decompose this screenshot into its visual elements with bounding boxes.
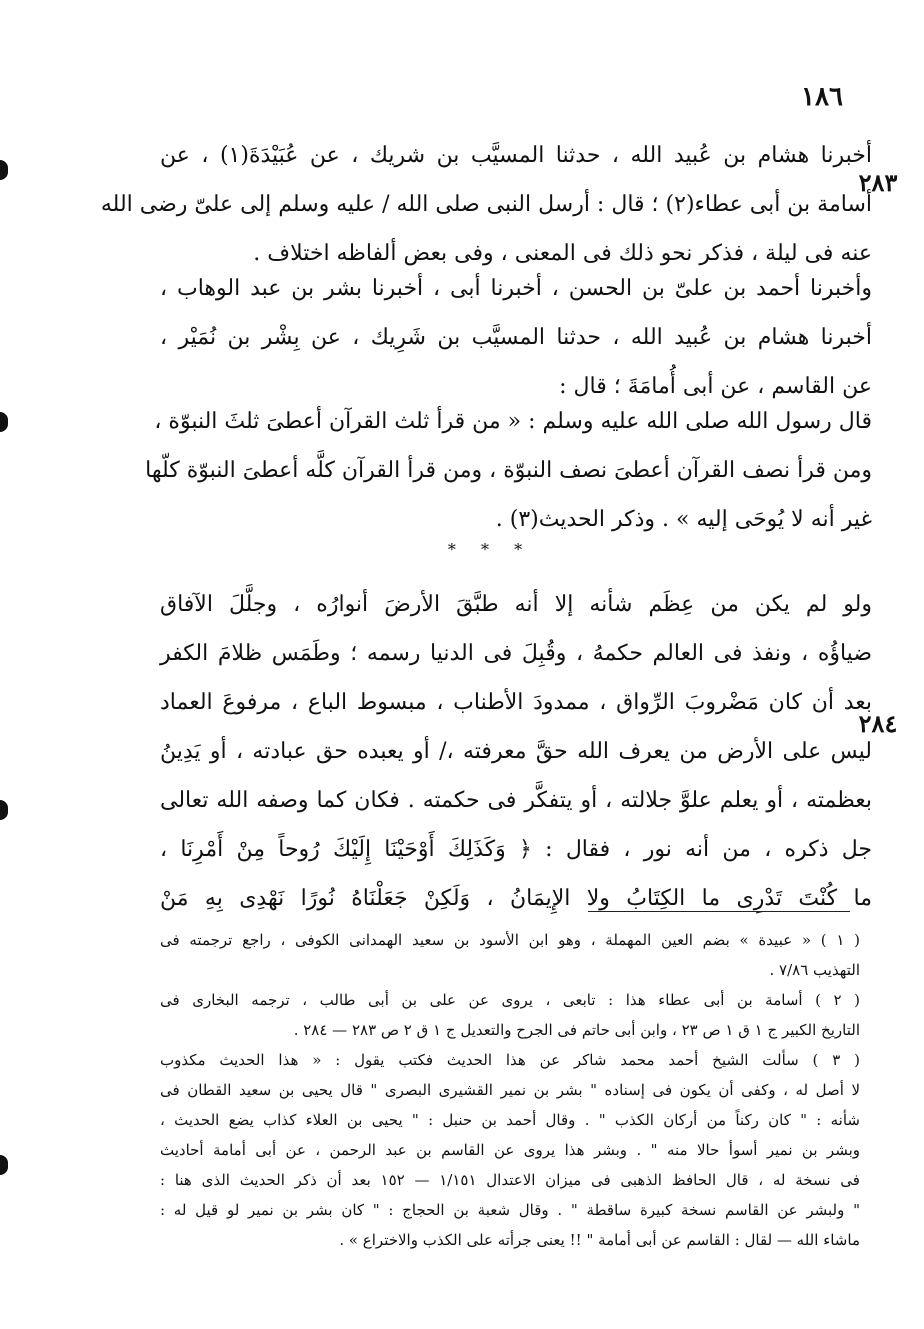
footnote-line: ماشاء الله — لقال : القاسم عن أبى أمامة " !! يعنى جرأته على الكذب والاختراع » .	[339, 1231, 860, 1249]
paragraph-2	[160, 264, 872, 411]
binding-mark	[0, 800, 8, 820]
text-line: ليس على الأرض من يعرف الله حقَّ معرفته ،/ أو يعبده حق عبادته ، أو يَدِينُ	[160, 739, 872, 764]
hadith-number: ٢٨٣	[858, 168, 898, 197]
binding-mark	[0, 160, 8, 180]
text-line: ضياؤُه ، ونفذ فى العالم حكمهُ ، وقُبِلَ فى الدنيا رسمه ؛ وطَمَس ظلامَ الكفر	[160, 641, 872, 666]
footnote-line: ( ١ ) « عبيدة » بضم العين المهملة ، وهو ابن الأسود بن سعيد الهمدانى الكوفى ، راجع ترجمته فى	[160, 931, 860, 949]
footnote-3	[160, 1045, 860, 1255]
binding-mark	[0, 412, 8, 432]
footnote-line: وبشر بن نمير أسوأ حالا منه " . وبشر هذا يروى عن القاسم بن عبد الرحمن ، عن أبى أمامة أحاديث	[160, 1141, 860, 1159]
text-line: ولو لم يكن من عِظَم شأنه إلا أنه طبَّقَ الأرضَ أنوارُه ، وجلَّلَ الآفاق	[160, 592, 872, 617]
text-line: أخبرنا هشام بن عُبيد الله ، حدثنا المسيَّب بن شَرِيك ، عن بِشْر بن نُمَيْر ،	[160, 325, 872, 350]
text-line: ما كُنْتَ تَدْرِى ما الكِتَابُ ولا الإِيمَانُ ، وَلَكِنْ جَعَلْنَاهُ نُورًا نَهْدِى بِهِ مَنْ	[160, 886, 872, 911]
text-line: قال رسول الله صلى الله عليه وسلم : « من قرأ ثلث القرآن أعطىَ ثلثَ النبوّة ،	[154, 409, 872, 434]
binding-mark	[0, 1155, 8, 1175]
page-number: ١٨٦	[801, 82, 843, 112]
footnote-line: ( ٢ ) أسامة بن أبى عطاء هذا : تابعى ، يروى عن على بن أبى طالب ، ترجمه البخارى فى	[160, 991, 861, 1009]
text-line: جل ذكره ، من أنه نور ، فقال : ﴿ وَكَذَلِكَ أَوْحَيْنَا إِلَيْكَ رُوحاً مِنْ أَمْرِنَا ،	[160, 837, 872, 862]
footnote-line: شأنه : " كان ركناً من أركان الكذب " . وقال أحمد بن حنبل : " يحيى بن العلاء كذاب يضع الحديث ،	[160, 1111, 860, 1129]
footnote-divider	[588, 911, 850, 912]
text-line: بعظمته ، أو يعلم علوَّ جلالته ، أو يتفكَّر فى حكمته . فكان كما وصفه الله تعالى	[160, 788, 872, 813]
text-line: عن القاسم ، عن أبى أُمامَةَ ؛ قال :	[559, 374, 872, 399]
paragraph-1	[100, 131, 872, 278]
footnote-line: لا أصل له ، وكفى أن يكون فى إسناده " بشر بن نمير القشيرى البصرى " قال يحيى بن سعيد القطان فى	[160, 1081, 861, 1099]
footnote-1	[160, 925, 860, 985]
paragraph-3	[145, 397, 872, 544]
text-line: عنه فى ليلة ، فذكر نحو ذلك فى المعنى ، وفى بعض ألفاظه اختلاف .	[253, 241, 872, 266]
footnote-line: التهذيب ٧/٨٦ .	[769, 961, 860, 979]
text-line: بعد أن كان مَضْروبَ الرِّواق ، ممدودَ الأطناب ، مبسوط الباع ، مرفوعَ العماد	[160, 690, 872, 715]
section-separator: * * *	[447, 540, 533, 559]
footnote-line: التاريخ الكبير ج ١ ق ١ ص ٢٣ ، وابن أبى حاتم فى الجرح والتعديل ج ١ ق ٢ ص ٢٨٣ — ٢٨٤ .	[293, 1021, 860, 1039]
footnote-line: ( ٣ ) سألت الشيخ أحمد محمد شاكر عن هذا الحديث فكتب يقول : « هذا الحديث مكذوب	[160, 1051, 860, 1069]
text-line: غير أنه لا يُوحَى إليه » . وذكر الحديث(٣) .	[495, 507, 872, 532]
text-line: أسامة بن أبى عطاء(٢) ؛ قال : أرسل النبى صلى الله / عليه وسلم إلى علىّ رضى الله	[100, 192, 872, 217]
footnote-2	[160, 985, 860, 1045]
text-line: وأخبرنا أحمد بن علىّ بن الحسن ، أخبرنا أبى ، أخبرنا بشر بن عبد الوهاب ،	[160, 276, 872, 301]
footnote-line: " ولبشر عن القاسم نسخة كبيرة ساقطة " . وقال شعبة بن الحجاج : " كان بشر بن نمير لو قيل له :	[160, 1201, 860, 1219]
footnotes	[160, 925, 860, 1255]
paragraph-4	[160, 580, 872, 923]
footnote-line: فى نسخة له ، قال الحافظ الذهبى فى ميزان الاعتدال ١/١٥١ — ١٥٢ بعد أن ذكر الحديث الذى هنا :	[160, 1171, 860, 1189]
text-line: أخبرنا هشام بن عُبيد الله ، حدثنا المسيَّب بن شريك ، عن عُبَيْدَةَ(١) ، عن	[160, 143, 872, 168]
text-line: ومن قرأ نصف القرآن أعطىَ نصف النبوّة ، ومن قرأ القرآن كلَّه أعطىَ النبوّة كلّها	[145, 458, 872, 483]
hadith-number: ٢٨٤	[858, 709, 898, 738]
